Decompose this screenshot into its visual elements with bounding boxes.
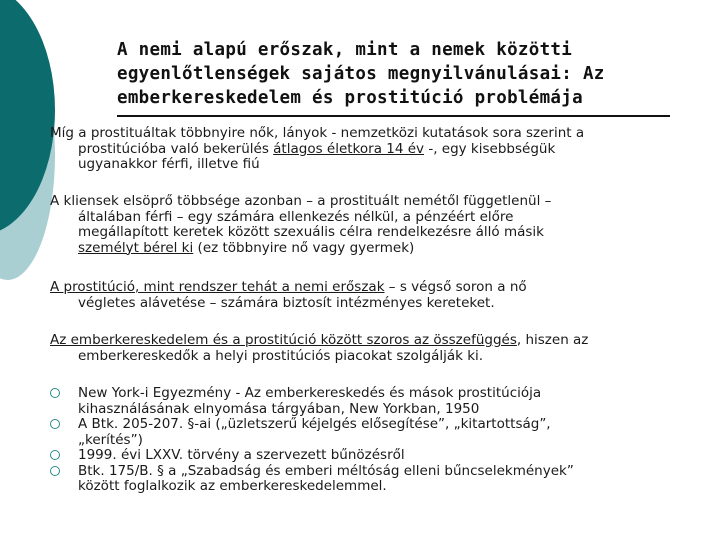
text-line: kihasználásának elnyomása tárgyában, New Yorkban, 1950 xyxy=(78,400,480,417)
list-item xyxy=(50,386,574,417)
title-underline xyxy=(117,115,670,117)
text-line: A kliensek elsöprő többsége azonban – a prostituált nemétől függetlenül – xyxy=(50,193,552,209)
text-line: között foglalkozik az emberkereskedelemmel. xyxy=(78,478,387,494)
paragraph-prostitutes xyxy=(50,126,700,173)
paragraph-prostitution-system xyxy=(50,280,700,311)
title-line: egyenlőtlenségek sajátos megnyilvánulásai: Az xyxy=(117,64,605,84)
underlined-text: a nemi erőszak xyxy=(281,279,385,295)
text-line: Btk. 175/B. § a „Szabadság és emberi méltóság elleni bűncselekmények” xyxy=(78,462,574,479)
paragraph-clients xyxy=(50,194,700,256)
text-line: „kerítés”) xyxy=(78,431,143,448)
list-item xyxy=(50,417,574,448)
text-line xyxy=(50,142,700,158)
underlined-text: átlagos életkora 14 év xyxy=(273,140,425,157)
text-span: prostitúcióba való bekerülés xyxy=(78,140,274,157)
text-line: ugyanakkor férfi, illetve fiú xyxy=(78,156,260,172)
reference-list xyxy=(50,386,574,495)
text-line xyxy=(50,280,700,296)
underlined-text: Az emberkereskedelem és a prostitúció között szoros az összefüggés xyxy=(50,332,517,348)
circle-bullet-icon xyxy=(50,450,60,460)
circle-bullet-icon xyxy=(50,466,60,476)
underlined-text: , mint rendszer tehát xyxy=(134,279,282,295)
text-line xyxy=(50,333,700,349)
slide-title xyxy=(117,38,677,110)
text-line: általában férfi – egy számára ellenkezés nélkül, a pénzéért előre xyxy=(78,208,514,225)
text-line xyxy=(50,241,700,257)
text-span: -, egy kisebbségük xyxy=(424,140,556,157)
text-line: New York-i Egyezmény - Az emberkereskedés és mások prostitúciója xyxy=(78,385,542,401)
title-line: A nemi alapú erőszak, mint a nemek közötti xyxy=(117,40,573,60)
underlined-text: A prostitúció xyxy=(50,279,135,295)
text-line: Míg a prostituáltak többnyire nők, lányok - nemzetközi kutatások sora szerint a xyxy=(50,125,585,141)
text-line: végletes alávetése – számára biztosít intézményes kereteket. xyxy=(78,294,495,311)
circle-bullet-icon xyxy=(50,388,60,398)
title-line: emberkereskedelem és prostitúció problémája xyxy=(117,88,583,108)
text-line: A Btk. 205-207. §-ai („üzletszerű kéjelgés elősegítése”, „kitartottság”, xyxy=(78,416,551,432)
list-item xyxy=(50,464,574,495)
text-line: 1999. évi LXXV. törvény a szervezett bűnözésről xyxy=(78,447,405,463)
paragraph-trafficking-link xyxy=(50,333,700,364)
text-span: – s végső soron a nő xyxy=(384,279,527,295)
text-span: , hiszen az xyxy=(516,332,589,348)
text-span: (ez többnyire nő vagy gyermek) xyxy=(193,239,415,256)
underlined-text: személyt bérel ki xyxy=(78,239,194,256)
text-line: megállapított keretek között szexuális célra rendelkezésre álló másik xyxy=(78,224,544,240)
circle-bullet-icon xyxy=(50,419,60,429)
list-item xyxy=(50,448,574,464)
text-line: emberkereskedők a helyi prostitúciós piacokat szolgálják ki. xyxy=(78,347,484,364)
